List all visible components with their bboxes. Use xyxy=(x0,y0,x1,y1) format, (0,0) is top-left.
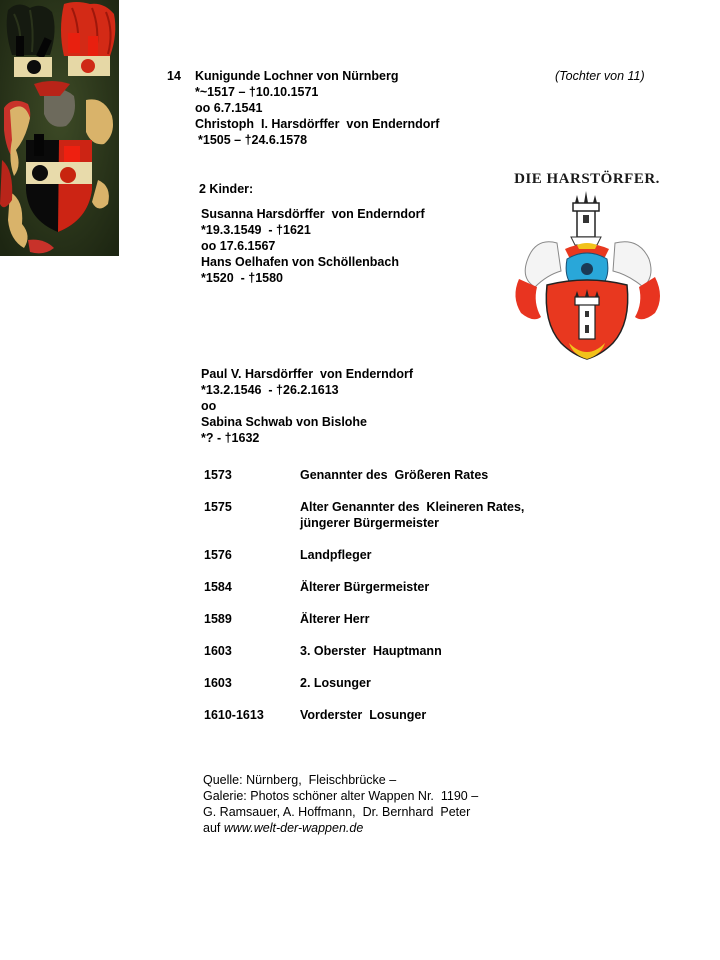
child-name: Susanna Harsdörffer von Enderndorf xyxy=(201,207,425,221)
source-line: Galerie: Photos schöner alter Wappen Nr. 1190 – xyxy=(203,789,479,803)
child-spouse-name: Hans Oelhafen von Schöllenbach xyxy=(201,255,399,269)
office-year: 1610-1613 xyxy=(204,708,264,722)
crest-tower-icon xyxy=(571,191,601,245)
office-year: 1603 xyxy=(204,676,232,690)
lineage-note: (Tochter von 11) xyxy=(555,69,645,83)
office-title-continued: jüngerer Bürgermeister xyxy=(300,516,439,530)
child-entry xyxy=(201,206,425,286)
office-year: 1589 xyxy=(204,612,232,626)
office-title: 2. Losunger xyxy=(300,676,371,690)
office-title: Älterer Bürgermeister xyxy=(300,580,430,594)
source-citation xyxy=(203,772,478,836)
red-roundel xyxy=(81,59,95,73)
office-title: Alter Genannter des Kleineren Rates, xyxy=(300,500,525,514)
office-year: 1603 xyxy=(204,644,232,658)
office-year: 1584 xyxy=(204,580,232,594)
source-url-link[interactable]: www.welt-der-wappen.de xyxy=(223,821,364,835)
office-title: Vorderster Losunger xyxy=(300,708,427,722)
children-label: 2 Kinder: xyxy=(199,182,254,196)
black-roundel xyxy=(27,60,41,74)
person-dates: *~1517 – †10.10.1571 xyxy=(195,85,319,99)
child-spouse-name: Sabina Schwab von Bislohe xyxy=(201,415,368,429)
child-spouse-dates: *1520 - †1580 xyxy=(201,271,284,285)
red-bar-left xyxy=(68,33,80,53)
person-name: Kunigunde Lochner von Nürnberg xyxy=(195,69,399,83)
entry-header xyxy=(195,68,439,148)
child-marriage: oo 17.6.1567 xyxy=(201,239,276,253)
child-dates: *13.2.1546 - †26.2.1613 xyxy=(201,383,339,397)
source-line: Quelle: Nürnberg, Fleischbrücke – xyxy=(203,773,397,787)
tower-charge-icon xyxy=(575,289,599,339)
painting-coat-of-arms-image xyxy=(0,0,119,256)
office-title: Genannter des Größeren Rates xyxy=(300,468,489,482)
source-line xyxy=(203,820,478,836)
office-title: Älterer Herr xyxy=(300,612,370,626)
child-spouse-dates: *? - †1632 xyxy=(201,431,260,445)
child-marriage: oo xyxy=(201,399,217,413)
office-year: 1573 xyxy=(204,468,232,482)
arms-caption: DIE HARSTÖRFER. xyxy=(514,171,660,187)
entry-number: 14 xyxy=(167,69,181,83)
office-title: 3. Oberster Hauptmann xyxy=(300,644,442,658)
office-year: 1576 xyxy=(204,548,232,562)
source-prefix: auf xyxy=(203,821,224,835)
office-year: 1575 xyxy=(204,500,232,514)
black-bar-left xyxy=(16,36,24,56)
spouse-name: Christoph I. Harsdörffer von Enderndorf xyxy=(195,117,440,131)
child-dates: *19.3.1549 - †1621 xyxy=(201,223,311,237)
marriage-date: oo 6.7.1541 xyxy=(195,101,263,115)
office-title: Landpfleger xyxy=(300,548,372,562)
child-entry xyxy=(201,366,413,446)
source-line: G. Ramsauer, A. Hoffmann, Dr. Bernhard Peter xyxy=(203,805,471,819)
spouse-dates: *1505 – †24.6.1578 xyxy=(198,133,308,147)
harsdoerffer-coat-of-arms-image xyxy=(505,163,670,363)
child-name: Paul V. Harsdörffer von Enderndorf xyxy=(201,367,414,381)
red-bar-right xyxy=(88,36,98,56)
